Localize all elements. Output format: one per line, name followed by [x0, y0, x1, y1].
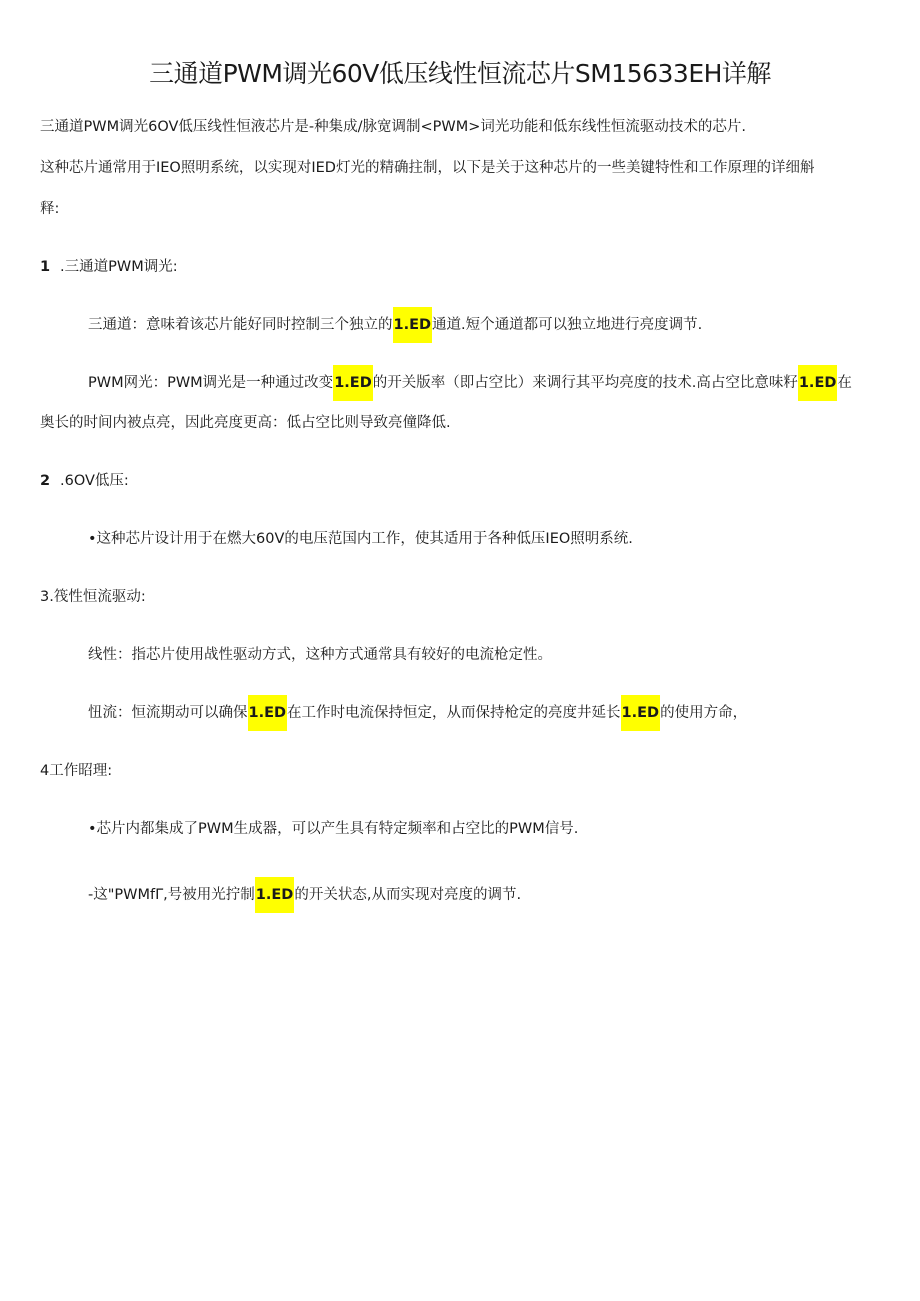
section-1-number: 1: [40, 259, 51, 275]
section-2-heading-text: .6OV低压:: [60, 473, 129, 489]
text-span: 的开关版率（即占空比）来调行其平均亮度的技术.高占空比意味籽: [372, 375, 798, 391]
intro-line-3: 释:: [40, 201, 60, 217]
text-span: 通道.短个通道都可以独立地进行亮度调节.: [432, 317, 703, 333]
section-2-number: 2: [40, 473, 51, 489]
text-span: 在工作时电流保持恒定，从而保持枪定的亮度井延长: [287, 705, 621, 721]
section-4-paragraph-2: [88, 884, 521, 906]
section-1-paragraph-2: [88, 372, 852, 394]
text-span: PWM网光：PWM调光是一种通过改变: [88, 375, 334, 391]
section-1-heading-text: .三通道PWM调光:: [60, 259, 178, 275]
section-3-paragraph-1: 线性：指芯片使用战性驱动方式，这种方式通常具有较好的电流枪定性。: [88, 647, 552, 663]
section-4-heading: 4工作昭理:: [40, 763, 113, 779]
section-1-paragraph-2-continued: 奥长的时间内被点亮，因此亮度更高：低占空比则导致亮僮降低.: [40, 415, 451, 431]
text-span: 忸流：恒流期动可以确保: [88, 705, 248, 721]
section-4-paragraph-1: •芯片内都集成了PWM生成器，可以产生具有特定频率和占空比的PWM信号.: [88, 821, 579, 837]
text-span: 的开关状态,从而实现对亮度的调节.: [294, 887, 522, 903]
section-1-heading: [40, 256, 178, 278]
section-3-heading: 3.筏性恒流驱动:: [40, 589, 146, 605]
text-span: 在: [837, 375, 852, 391]
section-2-paragraph-1: •这种芯片设计用于在燃大60V的电压范国内工作，使其适用于各种低压IEO照明系统.: [88, 531, 633, 547]
text-span: 的使用方命，: [660, 705, 748, 721]
highlighted-led-text: 1.ED: [621, 695, 661, 731]
section-3-paragraph-2: [88, 702, 747, 724]
text-span: -这"PWMfΓ,号被用光拧制: [88, 887, 255, 903]
section-2-heading: [40, 470, 129, 492]
document-title: 三通道PWM调光60V低压线性恒流芯片SM15633EH详解: [149, 59, 771, 88]
highlighted-led-text: 1.ED: [333, 365, 373, 401]
highlighted-led-text: 1.ED: [393, 307, 433, 343]
section-1-paragraph-1: [88, 314, 702, 336]
intro-line-1: 三通道PWM调光6OV低压线性恒液芯片是-种集成/脉宽调制<PWM>词光功能和低东线性恒流驱动技术的芯片.: [40, 119, 747, 135]
highlighted-led-text: 1.ED: [248, 695, 288, 731]
highlighted-led-text: 1.ED: [255, 877, 295, 913]
highlighted-led-text: 1.ED: [798, 365, 838, 401]
intro-line-2: 这种芯片通常用于IEO照明系统，以实现对IED灯光的精确拄制，以下是关于这种芯片的一些美键特性和工作原理的详细斛: [40, 160, 815, 176]
text-span: 三通道：意味着该芯片能好同时控制三个独立的: [88, 317, 393, 333]
